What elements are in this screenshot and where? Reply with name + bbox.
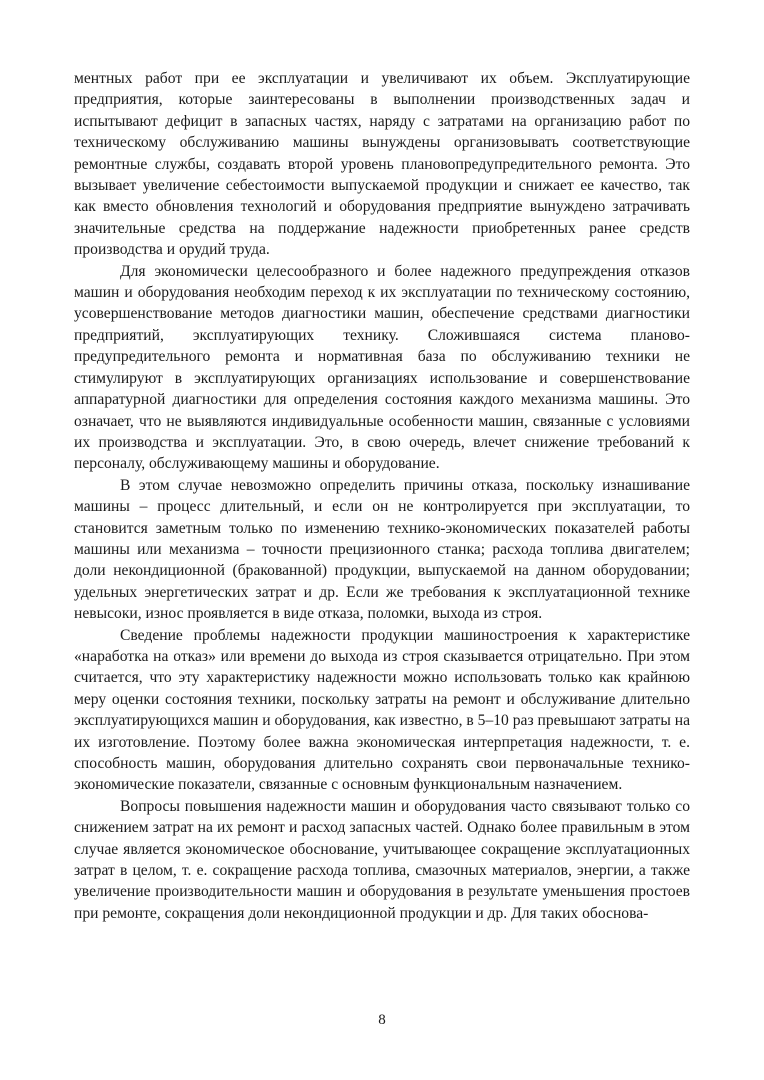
- paragraph-continuation: ментных работ при ее эксплуатации и увеличивают их объем. Эксплуатирующие предприятия, которые заинтересованы в выполнении производственных задач и испытывают дефицит в запасных частях, наряду с затратами на организацию работ по техническому обслуживанию машины вынуждены организовывать соответствующие ремонтные службы, создавать второй уровень плановопредупредительного ремонта. Это вызывает увеличение себестоимости выпускаемой продукции и снижает ее качество, так как вместо обновления технологий и оборудования предприятие вынуждено затрачивать значительные средства на поддержание надежности приобретенных ранее средств производства и орудий труда.: [74, 70, 690, 259]
- paragraph-economics: Вопросы повышения надежности машин и оборудования часто связывают только со снижением затрат на их ремонт и расход запасных частей. Однако более правильным в этом случае является экономическое обоснование, учитывающее сокращение эксплуатационных затрат в целом, т. е. сокращение расхода топлива, смазочных материалов, энергии, а также увеличение производительности машин и оборудования в результате уменьшения простоев при ремонте, сокращения доли некондиционной продукции и др. Для таких обоснова-: [74, 797, 690, 922]
- page-number: 8: [378, 1012, 386, 1028]
- paragraph-reliability: Сведение проблемы надежности продукции машиностроения к характеристике «наработка на отказ» или времени до выхода из строя сказывается отрицательно. При этом считается, что эту характеристику надежности можно использовать только как крайнюю меру оценки состояния техники, поскольку затраты на ремонт и обслуживание длительно эксплуатирующихся машин и оборудования, как известно, в 5–10 раз превышают затраты на их изготовление. Поэтому более важна экономическая интерпретация надежности, т. е. способность машин, оборудования длительно сохранять свои первоначальные технико-экономические показатели, связанные с основным функциональным назначением.: [74, 626, 690, 794]
- paragraph-wear: В этом случае невозможно определить причины отказа, поскольку изнашивание машины – процесс длительный, и если он не контролируется при эксплуатации, то становится заметным только по изменению технико-экономических показателей работы машины или механизма – точности прецизионного станка; расхода топлива двигателем; доли некондиционной (бракованной) продукции, выпускаемой на данном оборудовании; удельных энергетических затрат и др. Если же требования к эксплуатационной технике невысоки, износ проявляется в виде отказа, поломки, выхода из строя.: [74, 476, 690, 623]
- paragraph-diagnostics: Для экономически целесообразного и более надежного предупреждения отказов машин и оборудования необходим переход к их эксплуатации по техническому состоянию, усовершенствование методов диагностики машин, обеспечение средствами диагностики предприятий, эксплуатирующих технику. Сложившаяся система планово-предупредительного ремонта и нормативная база по обслуживанию техники не стимулируют в эксплуатирующих организациях использование и совершенствование аппаратурной диагностики для определения состояния каждого механизма машины. Это означает, что не выявляются индивидуальные особенности машин, связанные с условиями их производства и эксплуатации. Это, в свою очередь, влечет снижение требований к персоналу, обслуживающему машины и оборудование.: [74, 262, 690, 473]
- body-text: [74, 68, 690, 924]
